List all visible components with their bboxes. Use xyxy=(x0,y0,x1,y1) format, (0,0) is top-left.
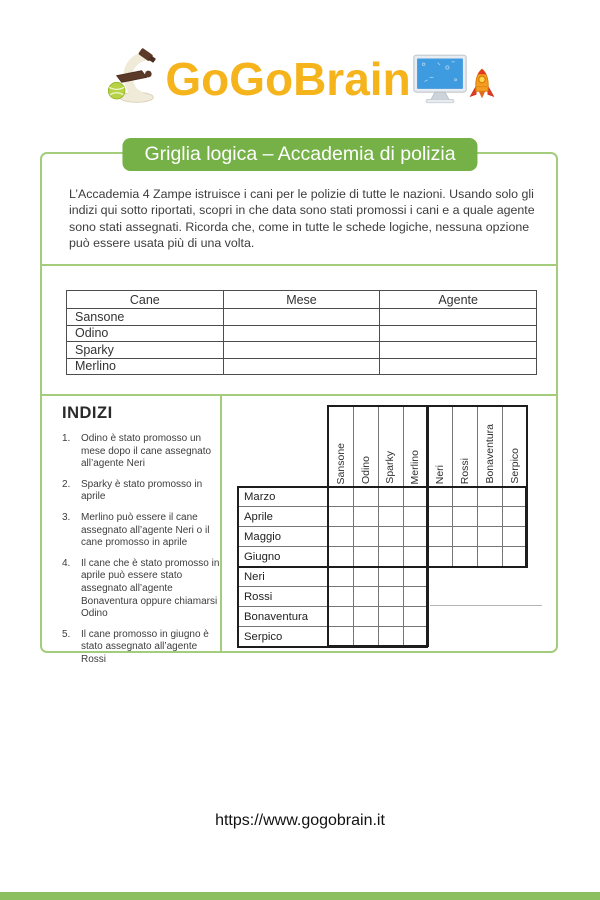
grid-cell xyxy=(403,487,428,507)
grid-cell xyxy=(452,487,477,507)
rocket-icon xyxy=(469,66,495,106)
answer-column-header: Cane xyxy=(67,291,224,309)
grid-cell xyxy=(328,547,353,567)
grid-cell xyxy=(452,527,477,547)
clue-item xyxy=(62,479,220,504)
agent-answer-cell xyxy=(380,309,537,326)
grid-cell xyxy=(477,507,502,527)
agent-answer-cell xyxy=(380,325,537,342)
grid-cell xyxy=(428,487,453,507)
dog-name-cell: Odino xyxy=(67,325,224,342)
grid-cell xyxy=(328,527,353,547)
logic-grid xyxy=(237,405,527,647)
grid-cell xyxy=(378,547,403,567)
grid-cell xyxy=(328,627,353,647)
clues-title: INDIZI xyxy=(62,404,113,422)
grid-column-label: Sparky xyxy=(384,451,397,484)
grid-column-label: Sansone xyxy=(334,442,347,484)
grid-column-label: Bonaventura xyxy=(483,424,496,484)
clue-number: 2. xyxy=(62,478,71,490)
microscope-icon xyxy=(105,42,165,106)
grid-cell xyxy=(328,607,353,627)
agent-answer-cell xyxy=(380,342,537,359)
grid-column-header xyxy=(502,405,527,487)
clue-text: Odino è stato promosso un mese dopo il cane assegnato all’agente Neri xyxy=(81,433,212,470)
grid-row-label: Aprile xyxy=(237,507,328,527)
dog-name-cell: Sansone xyxy=(67,309,224,326)
grid-cell xyxy=(353,487,378,507)
grid-column-header xyxy=(477,405,502,487)
grid-cell xyxy=(378,587,403,607)
clue-text: Il cane promosso in giugno è stato assegnato all’agente Rossi xyxy=(81,628,209,665)
clues-list xyxy=(62,433,220,675)
clue-item xyxy=(62,433,220,471)
clues-grid-divider xyxy=(220,395,222,653)
table-row xyxy=(67,342,537,359)
grid-column-header xyxy=(378,405,403,487)
grid-cell xyxy=(403,567,428,587)
grid-cell xyxy=(353,627,378,647)
clue-item xyxy=(62,629,220,667)
grid-column-header xyxy=(428,405,453,487)
grid-cell xyxy=(502,547,527,567)
grid-cell xyxy=(477,547,502,567)
table-row xyxy=(67,358,537,375)
grid-row-label: Marzo xyxy=(237,487,328,507)
grid-row-label: Neri xyxy=(237,567,328,587)
clue-text: Sparky è stato promosso in aprile xyxy=(81,478,203,503)
grid-cell xyxy=(403,587,428,607)
dog-name-cell: Sparky xyxy=(67,342,224,359)
section-divider xyxy=(41,264,557,266)
grid-row-label: Rossi xyxy=(237,587,328,607)
answer-column-header: Agente xyxy=(380,291,537,309)
grid-row-label: Maggio xyxy=(237,527,328,547)
answer-table xyxy=(66,290,537,375)
grid-cell xyxy=(502,487,527,507)
page-title: Griglia logica – Accademia di polizia xyxy=(122,138,477,171)
computer-monitor-icon xyxy=(413,54,467,104)
grid-cell xyxy=(353,547,378,567)
grid-cell xyxy=(353,507,378,527)
clue-number: 5. xyxy=(62,628,71,640)
grid-cell xyxy=(452,547,477,567)
grid-row-label: Serpico xyxy=(237,627,328,647)
grid-cell xyxy=(403,527,428,547)
grid-cell xyxy=(328,507,353,527)
grid-cell xyxy=(378,567,403,587)
grid-cell xyxy=(378,487,403,507)
section-divider xyxy=(41,394,557,396)
grid-cell xyxy=(403,607,428,627)
clue-item xyxy=(62,558,220,621)
grid-cell xyxy=(353,527,378,547)
logo xyxy=(0,34,600,106)
grid-column-label: Odino xyxy=(359,455,372,484)
grid-row-label: Giugno xyxy=(237,547,328,567)
clue-number: 3. xyxy=(62,511,71,523)
month-answer-cell xyxy=(223,342,380,359)
grid-column-label: Merlino xyxy=(409,449,422,484)
footer-url: https://www.gogobrain.it xyxy=(215,812,385,829)
grid-column-label: Serpico xyxy=(508,448,521,484)
grid-row-label: Bonaventura xyxy=(237,607,328,627)
bottom-bar xyxy=(0,892,600,900)
answer-table-header-row xyxy=(67,291,537,309)
grid-cell xyxy=(328,587,353,607)
table-row xyxy=(67,325,537,342)
grid-cell xyxy=(403,507,428,527)
grid-cell xyxy=(477,487,502,507)
clue-number: 4. xyxy=(62,557,71,569)
month-answer-cell xyxy=(223,325,380,342)
grid-cell xyxy=(328,567,353,587)
grid-cell xyxy=(452,507,477,527)
grid-column-label: Neri xyxy=(434,464,447,484)
grid-cell xyxy=(378,607,403,627)
grid-column-header xyxy=(403,405,428,487)
grid-cell xyxy=(353,607,378,627)
grid-cell xyxy=(353,587,378,607)
grid-cell xyxy=(353,567,378,587)
grid-cell xyxy=(502,527,527,547)
agent-answer-cell xyxy=(380,358,537,375)
grid-cell xyxy=(502,507,527,527)
intro-text: L’Accademia 4 Zampe istruisce i cani per le polizie di tutte le nazioni. Usando solo gli indizi qui sotto riportati, scopri in che data sono stati promossi i cani e a quale agente sono stati assegnati. Ricorda che, come in tutte le schede logiche, nessuna opzione può essere usata più di una volta. xyxy=(69,187,535,250)
grid-cell xyxy=(403,547,428,567)
clue-text: Merlino può essere il cane assegnato all’agente Neri o il cane promosso in aprile xyxy=(81,511,210,549)
grid-cell xyxy=(378,527,403,547)
grid-cell xyxy=(428,527,453,547)
clue-text: Il cane che è stato promosso in aprile può essere stato assegnato all’agente Bonaventura oppure chiamarsi Odino xyxy=(81,557,220,620)
grid-cell xyxy=(477,527,502,547)
clue-number: 1. xyxy=(62,433,71,444)
dog-name-cell: Merlino xyxy=(67,358,224,375)
grid-cell xyxy=(428,547,453,567)
grid-cell xyxy=(328,487,353,507)
grid-cell xyxy=(378,507,403,527)
month-answer-cell xyxy=(223,358,380,375)
answer-column-header: Mese xyxy=(223,291,380,309)
grid-cell xyxy=(378,627,403,647)
month-answer-cell xyxy=(223,309,380,326)
grid-column-label: Rossi xyxy=(459,457,472,484)
grid-column-header xyxy=(353,405,378,487)
grid-column-header xyxy=(452,405,477,487)
logo-text: GoGoBrain xyxy=(165,53,411,105)
clue-item xyxy=(62,512,220,550)
grid-column-header xyxy=(328,405,353,487)
grid-cell xyxy=(428,507,453,527)
grid-cell xyxy=(403,627,428,647)
table-row xyxy=(67,309,537,326)
